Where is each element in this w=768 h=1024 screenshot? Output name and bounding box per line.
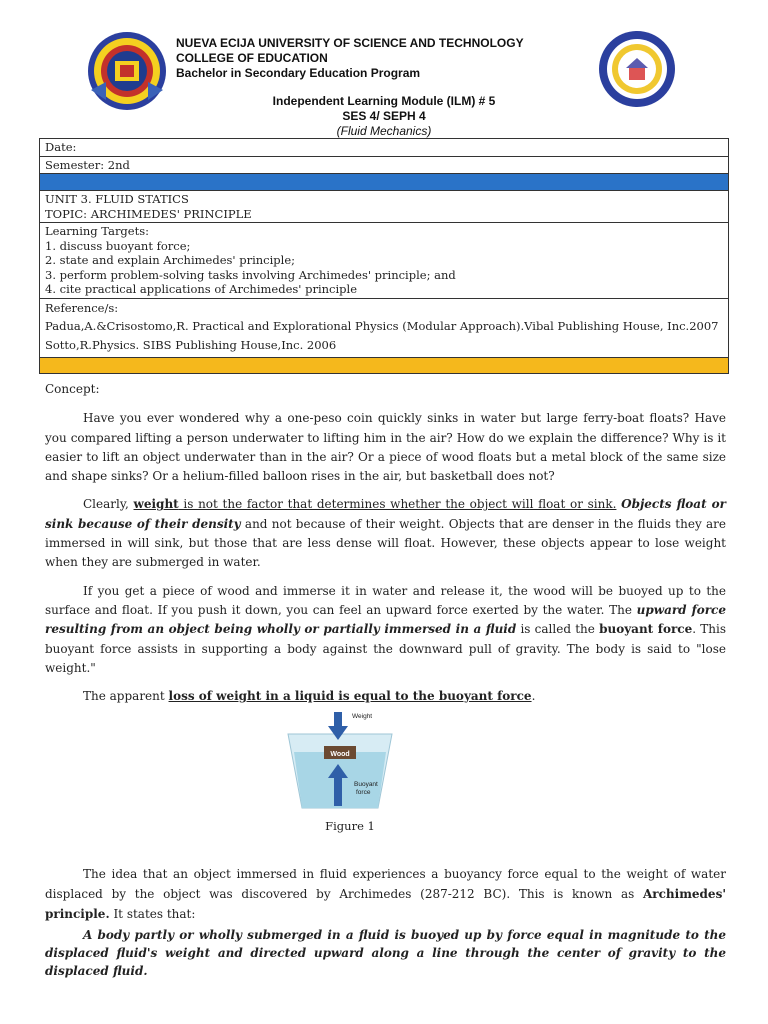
learning-targets-cell (40, 223, 729, 299)
figure-caption: Figure 1 (325, 819, 375, 833)
weight-label: Weight (352, 713, 373, 720)
paragraph-1: Have you ever wondered why a one-peso coin quickly sinks in water but large ferry-boat floats? Have you compared lifting a person underwater to lifting him in the air? How do we explain the difference? Why is it easier to lift an object underwater than in the air? Or a piece of wood floats but a metal block of the same size and shape sinks? Or a helium-filled balloon rises in the air, but basketball does not? (45, 411, 726, 484)
unit-label: UNIT 3. FLUID STATICS (45, 192, 189, 206)
gold-divider-bar (40, 357, 729, 373)
buoyancy-figure (286, 712, 396, 812)
blue-divider-bar (40, 174, 729, 191)
reference-item: Sotto,R.Physics. SIBS Publishing House,Inc. 2006 (45, 337, 337, 352)
learning-target-item: 3. perform problem-solving tasks involving Archimedes' principle; and (45, 267, 456, 282)
module-title: Independent Learning Module (ILM) # 5 (272, 94, 496, 108)
learning-target-item: 4. cite practical applications of Archimedes' principle (45, 282, 357, 296)
weight-term: weight (133, 497, 179, 512)
upward-force-definition: upward force resulting from an object being wholly or partially immersed in a fluid (45, 602, 727, 637)
program-name: Bachelor in Secondary Education Program (176, 66, 421, 80)
reference-item: Padua,A.&Crisostomo,R. Practical and Explorational Physics (Modular Approach).Vibal Publishing House, Inc.2007 (45, 318, 719, 333)
archimedes-principle-statement: A body partly or wholly submerged in a fluid is buoyed up by force equal in magnitude to the displaced fluid's weight and directed upward along a line through the center of gravity to the displaced fluid. (45, 928, 726, 978)
buoyant-label: Buoyant (354, 781, 378, 788)
document-header (0, 34, 768, 94)
wood-label: Wood (330, 751, 350, 758)
references-label: Reference/s: (45, 300, 119, 315)
loss-of-weight-statement: loss of weight in a liquid is equal to the buoyant force (168, 689, 532, 704)
date-cell: Date: (40, 139, 729, 157)
university-name: NUEVA ECIJA UNIVERSITY OF SCIENCE AND TECHNOLOGY (176, 36, 524, 50)
paragraph-4: The apparent loss of weight in a liquid is equal to the buoyant force. (83, 689, 536, 704)
density-statement: Objects float or sink because of their density (45, 497, 726, 531)
topic-label: TOPIC: ARCHIMEDES' PRINCIPLE (45, 206, 252, 221)
college-name: COLLEGE OF EDUCATION (176, 51, 328, 65)
force-label: force (356, 789, 371, 796)
learning-target-item: 1. discuss buoyant force; (45, 238, 191, 253)
paragraph-2: Clearly, weight is not the factor that determines whether the object will float or sink. Objects float or sink because of their density and not because of their weight. Objects that are denser in the fluids they are immersed in will sink, but those that are less dense will float. However, these objects appear to lose weight when they are submerged in water. (45, 497, 726, 570)
references-cell (40, 298, 729, 357)
learning-targets-label: Learning Targets: (45, 224, 149, 238)
concept-label: Concept: (45, 382, 100, 396)
unit-topic-cell (40, 191, 729, 223)
paragraph-3: If you get a piece of wood and immerse it in water and release it, the wood will be buoyed up to the surface and float. If you push it down, you can feel an upward force exerted by the water. The upward force resulting from an object being wholly or partially immersed in a fluid is called the buoyant force. This buoyant force assists in supporting a body against the downward pull of gravity. The body is said to "lose weight." (45, 583, 727, 675)
buoyant-force-term: buoyant force (599, 622, 693, 637)
module-info-table (39, 138, 729, 374)
concept-section (45, 380, 726, 706)
semester-cell: Semester: 2nd (40, 156, 729, 174)
archimedes-principle-term: Archimedes' principle. (45, 887, 726, 921)
course-code: SES 4/ SEPH 4 (342, 109, 426, 123)
subject-name: (Fluid Mechanics) (336, 124, 432, 138)
archimedes-paragraph: The idea that an object immersed in fluid experiences a buoyancy force equal to the weight of water displaced by the object was discovered by Archimedes (287-212 BC). This is known as Archimedes' principle. It states that: (45, 867, 726, 921)
learning-target-item: 2. state and explain Archimedes' principle; (45, 253, 296, 267)
